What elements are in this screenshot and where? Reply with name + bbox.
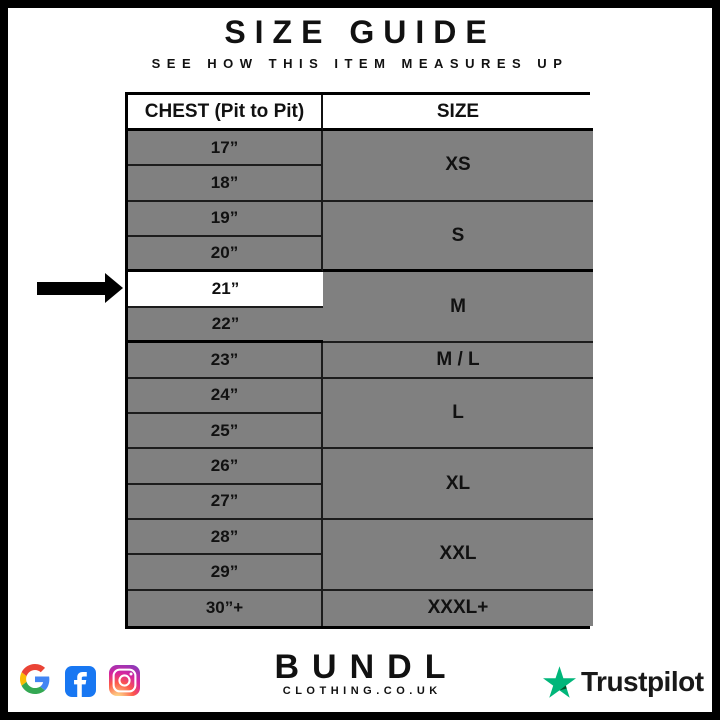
size-cell-xxl: XXL (323, 520, 593, 591)
trustpilot-star-icon (543, 666, 576, 698)
trustpilot-label: Trustpilot (581, 666, 704, 697)
size-cell-ml: M / L (323, 343, 593, 378)
size-cell-l: L (323, 379, 593, 450)
size-cell-xs: XS (323, 131, 593, 202)
trustpilot-logo (543, 666, 704, 698)
chest-cell-24: 24” (128, 379, 323, 414)
size-cell-m-highlighted: M (323, 272, 593, 343)
size-cell-xxxlplus: XXXL+ (323, 591, 593, 626)
chest-cell-21-highlighted: 21” (128, 272, 323, 307)
arrow-icon (37, 273, 123, 303)
chest-cell-18: 18” (128, 166, 323, 201)
brand-logo-subtext: CLOTHING.CO.UK (282, 685, 442, 697)
chest-column-header: CHEST (Pit to Pit) (128, 95, 323, 131)
size-table (125, 92, 590, 629)
chest-cell-28: 28” (128, 520, 323, 555)
size-column-header: SIZE (323, 95, 593, 131)
chest-cell-26: 26” (128, 449, 323, 484)
chest-cell-19: 19” (128, 202, 323, 237)
chest-cell-27: 27” (128, 485, 323, 520)
chest-cell-17: 17” (128, 131, 323, 166)
chest-cell-20: 20” (128, 237, 323, 272)
brand-logo: BUNDL (274, 648, 459, 686)
size-cell-s: S (323, 202, 593, 273)
page-subtitle: SEE HOW THIS ITEM MEASURES UP (151, 56, 569, 71)
chest-cell-22: 22” (128, 308, 323, 343)
size-cell-xl: XL (323, 449, 593, 520)
chest-cell-29: 29” (128, 555, 323, 590)
page-title: SIZE GUIDE (224, 14, 496, 50)
chest-cell-23: 23” (128, 343, 323, 378)
chest-cell-30plus: 30”+ (128, 591, 323, 626)
chest-cell-25: 25” (128, 414, 323, 449)
